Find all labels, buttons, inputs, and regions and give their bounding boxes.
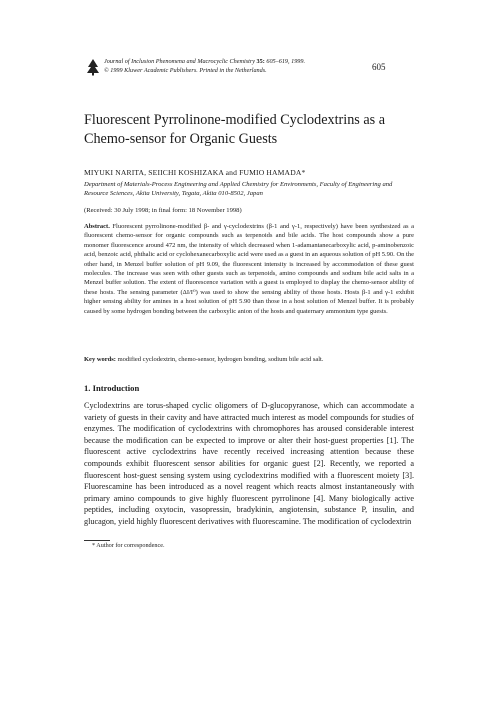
keywords — [84, 356, 414, 363]
page-number: 605 — [372, 62, 386, 72]
copyright-line: © 1999 Kluwer Academic Publishers. Printed in the Netherlands. — [104, 66, 267, 74]
footnote: * Author for correspondence. — [92, 542, 165, 549]
publisher-logo-icon — [86, 58, 100, 76]
author-list: MIYUKI NARITA, SEIICHI KOSHIZAKA and FUMIO HAMADA* — [84, 168, 306, 177]
journal-pages: 605–619, 1999. — [266, 58, 306, 65]
paper-title: Fluorescent Pyrrolinone-modified Cyclodextrins as a Chemo-sensor for Organic Guests — [84, 112, 386, 147]
abstract — [84, 222, 414, 316]
section-body: Cyclodextrins are torus-shaped cyclic oligomers of D-glucopyranose, which can accommodate a variety of guests in their cavity and have attracted much interest as model compounds for studies of enzymes. The modification of cyclodextrins with chromophores has aroused considerable interest because the modification can be expected to improve or alter their host-guest properties [1]. The fluorescent active cyclodextrins have recently received increasing attention because these compounds exhibit fluorescent sensor abilities for organic guest [2]. Recently, we reported a fluorescent host-guest sensing system using cyclodextrins modified with a fluorescent moiety [3]. Fluorescamine has been introduced as a novel reagent which reacts almost instantaneously with primary amino compounds to give highly fluorescent pyrrolinone [4]. Many biologically active peptides, including oxytocin, vasopressin, bradykinin, angiotensin, substance P, insulin, and glucagon, yield highly fluorescent derivatives with fluorescamine. The modification of cyclodextrin — [84, 401, 414, 526]
journal-name: Journal of Inclusion Phenomena and Macrocyclic Chemistry — [104, 58, 255, 65]
affiliation: Department of Materials-Process Engineering and Applied Chemistry for Environments, Faculty of Engineering and Resource Sciences, Akita University, Tegata, Akita 010-8502, Japan — [84, 181, 393, 198]
abstract-label: Abstract. — [84, 223, 110, 230]
section-heading: 1. Introduction — [84, 383, 140, 393]
journal-citation — [104, 58, 404, 75]
keywords-text: modified cyclodextrin, chemo-sensor, hydrogen bonding, sodium bile acid salt. — [117, 356, 324, 363]
abstract-text: Fluorescent pyrrolinone-modified β- and γ-cyclodextrins (β-1 and γ-1, respectively) have been synthesized as a fluorescent chemo-sensor for organic compounds such as terpenoids and bile acids. The host compounds show a pure monomer fluorescence around 472 nm, the intensity of which decreased when 1-adamantanecarboxylic acid, p-aminobenzoic acid, benzoic acid, phthalic acid or cyclohexanecarboxylic acid were used as a guest in an aqueous solution of pH 5.90. On the other hand, in Menzel buffer solution of pH 9.09, the fluorescent intensity is increased by accommodation of these guest molecules. The increase was seen with other guests such as terpenoids, amino compounds and sodium bile acid salts in a Menzel buffer solution. The extent of fluorescence variation with a guest is employed to display the chemo-sensor ability of these hosts. The sensing parameter (ΔI/I⁰) was used to show the sensing ability of those hosts. Hosts β-1 and γ-1 exhibit higher sensing ability for amines in a host solution of pH 5.90 than those in a host solution of Menzel buffer. It is probably caused by some hydrogen bonding between the carboxylic anion of the hosts and quaternary ammonium type guests. — [84, 223, 415, 315]
journal-volume: 35: — [256, 58, 265, 65]
keywords-label: Key words: — [84, 356, 116, 363]
footnote-divider — [84, 540, 110, 541]
received-dates: (Received: 30 July 1998; in final form: 18 November 1998) — [84, 207, 242, 214]
